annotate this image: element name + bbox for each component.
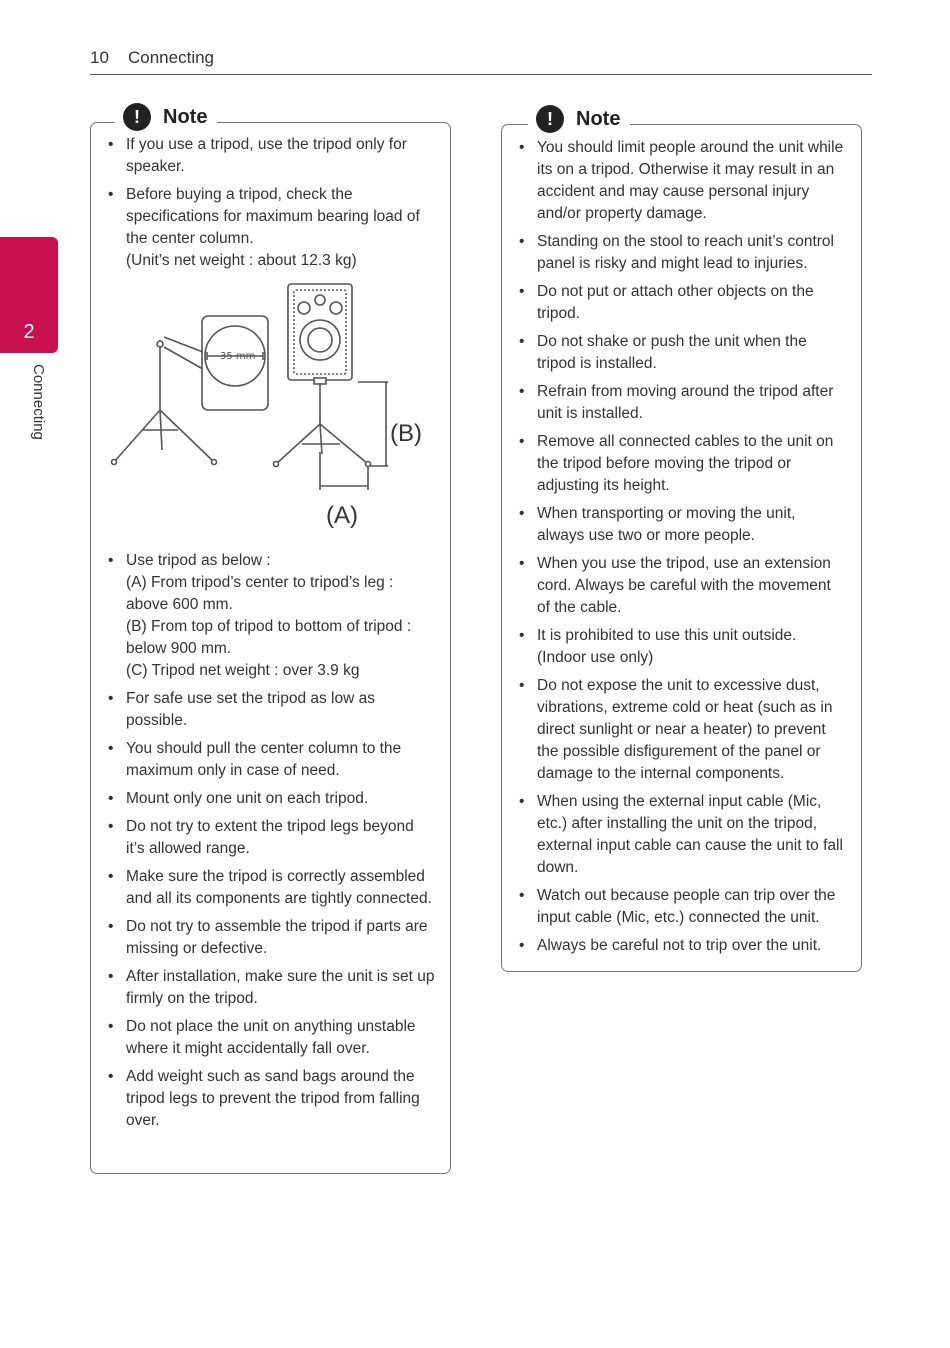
bullet-icon: • (519, 887, 525, 904)
label-a: (A) (326, 502, 358, 529)
list-item-text: Standing on the stool to reach unit’s control panel is risky and might lead to injuries. (537, 233, 834, 272)
left-note-title: Note (163, 105, 208, 128)
list-item-text: For safe use set the tripod as low as possible. (126, 690, 375, 729)
bullet-icon: • (519, 333, 525, 350)
list-item (517, 137, 847, 225)
list-item (106, 550, 436, 682)
bullet-icon: • (108, 790, 114, 807)
left-note-list-top (106, 134, 436, 278)
list-item-text: Refrain from moving around the tripod after unit is installed. (537, 383, 834, 422)
list-item (517, 503, 847, 547)
list-item (106, 866, 436, 910)
bullet-icon: • (108, 740, 114, 757)
bullet-icon: • (108, 690, 114, 707)
list-item (517, 281, 847, 325)
list-item-text: Watch out because people can trip over the input cable (Mic, etc.) connected the unit. (537, 887, 836, 926)
bullet-icon: • (108, 968, 114, 985)
page-number: 10 (90, 48, 109, 67)
list-item-text: Do not try to extent the tripod legs beyond it’s allowed range. (126, 818, 414, 857)
list-item (517, 885, 847, 929)
list-item (106, 738, 436, 782)
right-note-title: Note (576, 107, 621, 130)
list-item (517, 791, 847, 879)
list-item (106, 134, 436, 178)
list-item (106, 688, 436, 732)
section-title: Connecting (128, 48, 215, 67)
list-item (517, 331, 847, 375)
list-item-text: You should limit people around the unit while its on a tripod. Otherwise it may result in an accident and may cause personal injury and/or property damage. (537, 139, 844, 222)
bullet-icon: • (108, 186, 114, 203)
bullet-icon: • (108, 1068, 114, 1085)
list-item (517, 675, 847, 785)
left-note-list-bottom (106, 550, 436, 1138)
exclamation-icon: ! (536, 105, 564, 133)
list-item (106, 966, 436, 1010)
list-item (106, 788, 436, 810)
bullet-icon: • (519, 677, 525, 694)
list-item (106, 1066, 436, 1132)
bullet-icon: • (108, 868, 114, 885)
bullet-icon: • (519, 383, 525, 400)
label-b: (B) (390, 420, 422, 447)
list-item-text: If you use a tripod, use the tripod only for speaker. (126, 136, 407, 175)
list-item (106, 184, 436, 272)
list-item-text: Add weight such as sand bags around the tripod legs to prevent the tripod from falling over. (126, 1068, 420, 1129)
list-item (106, 916, 436, 960)
tripod-figure (104, 282, 434, 540)
bullet-icon: • (519, 627, 525, 644)
bullet-icon: • (519, 793, 525, 810)
list-item-text: When you use the tripod, use an extension cord. Always be careful with the movement of the cable. (537, 555, 831, 616)
list-item-text: After installation, make sure the unit is set up firmly on the tripod. (126, 968, 435, 1007)
right-note-list (517, 137, 847, 963)
list-item (517, 231, 847, 275)
list-item-text: Use tripod as below : (A) From tripod’s center to tripod’s leg : above 600 mm. (B) From top of tripod to bottom of tripod : below 900 mm. (C) Tripod net weight : over 3.9 kg (126, 552, 412, 679)
list-item-text: Do not shake or push the unit when the tripod is installed. (537, 333, 807, 372)
tripod-diagram (104, 282, 434, 540)
bullet-icon: • (519, 937, 525, 954)
chapter-number: 2 (23, 321, 35, 343)
bullet-icon: • (519, 139, 525, 156)
list-item (517, 381, 847, 425)
chapter-label: Connecting (30, 364, 47, 440)
list-item (106, 1016, 436, 1060)
list-item-text: When using the external input cable (Mic, etc.) after installing the unit on the tripod, external input cable can cause the unit to fall down. (537, 793, 843, 876)
bullet-icon: • (519, 233, 525, 250)
bullet-icon: • (519, 555, 525, 572)
list-item (517, 625, 847, 669)
list-item (517, 431, 847, 497)
list-item-text: Make sure the tripod is correctly assembled and all its components are tightly connected. (126, 868, 432, 907)
bullet-icon: • (519, 433, 525, 450)
bullet-icon: • (108, 818, 114, 835)
list-item (106, 816, 436, 860)
list-item-text: You should pull the center column to the maximum only in case of need. (126, 740, 402, 779)
list-item-text: Do not try to assemble the tripod if parts are missing or defective. (126, 918, 428, 957)
list-item-text: Do not expose the unit to excessive dust, vibrations, extreme cold or heat (such as in direct sunlight or near a heater) to prevent the possible disfigurement of the panel or damage to the internal components. (537, 677, 833, 782)
page-header (90, 46, 872, 75)
bullet-icon: • (108, 552, 114, 569)
chapter-tab (0, 237, 58, 353)
list-item-text: Always be careful not to trip over the unit. (537, 937, 822, 954)
dimension-label: 35 mm (220, 351, 256, 362)
bullet-icon: • (108, 918, 114, 935)
list-item (517, 553, 847, 619)
right-note-header (528, 103, 630, 135)
exclamation-icon: ! (123, 103, 151, 131)
list-item-text: Mount only one unit on each tripod. (126, 790, 369, 807)
left-note-header (115, 101, 217, 133)
list-item-text: Do not put or attach other objects on the tripod. (537, 283, 814, 322)
bullet-icon: • (108, 136, 114, 153)
list-item-text: Do not place the unit on anything unstable where it might accidentally fall over. (126, 1018, 416, 1057)
list-item (517, 935, 847, 957)
bullet-icon: • (519, 505, 525, 522)
bullet-icon: • (519, 283, 525, 300)
list-item-text: When transporting or moving the unit, always use two or more people. (537, 505, 796, 544)
list-item-text: It is prohibited to use this unit outside. (Indoor use only) (537, 627, 797, 666)
bullet-icon: • (108, 1018, 114, 1035)
list-item-text: Before buying a tripod, check the specifications for maximum bearing load of the center column. (Unit’s net weight : about 12.3 kg) (126, 186, 420, 269)
list-item-text: Remove all connected cables to the unit on the tripod before moving the tripod or adjusting its height. (537, 433, 834, 494)
